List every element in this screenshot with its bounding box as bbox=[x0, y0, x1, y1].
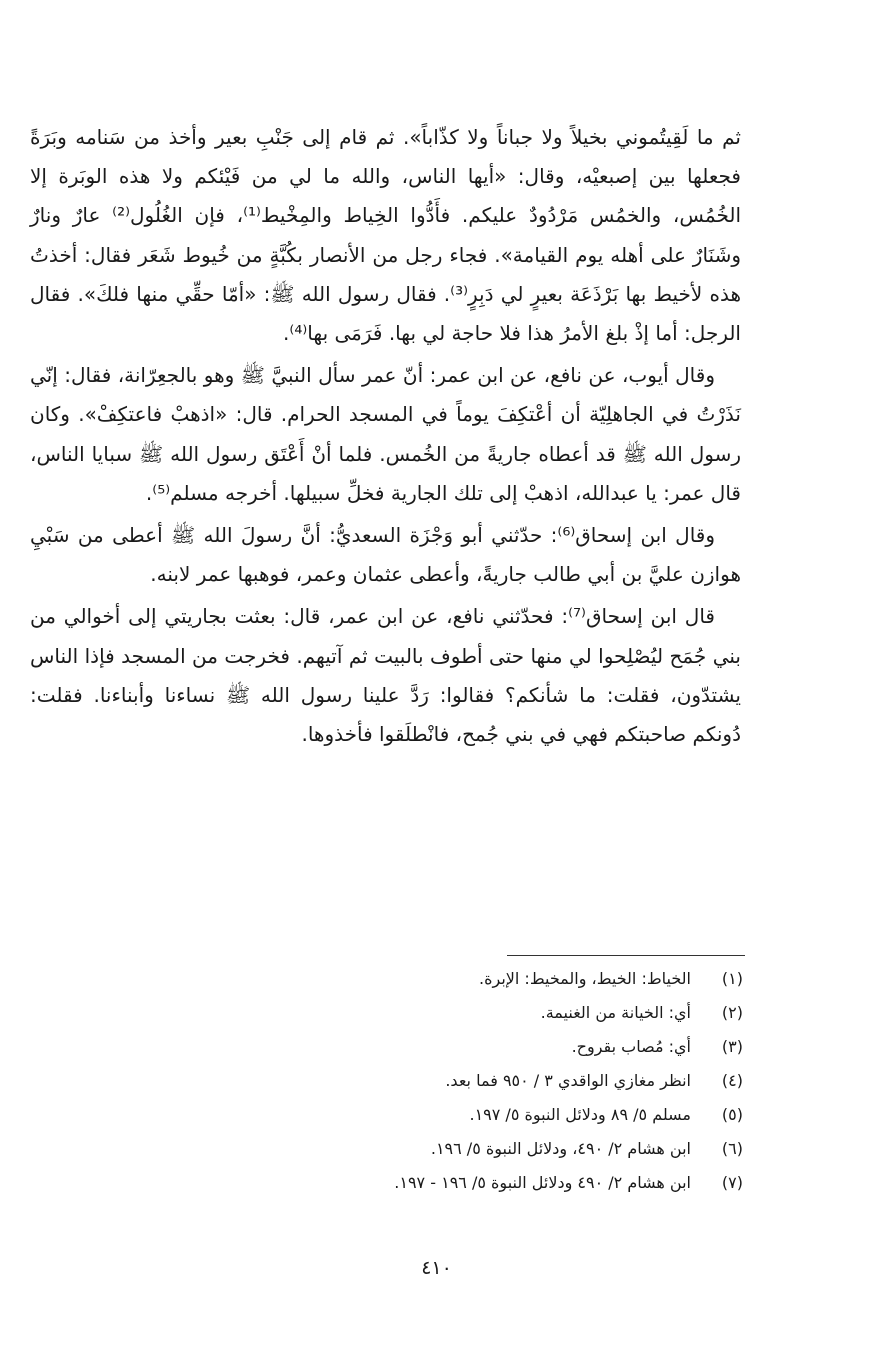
footnote-item bbox=[83, 996, 743, 1030]
footnote-divider bbox=[507, 955, 745, 956]
paragraph-4: قال ابن إسحاق⁽⁷⁾: فحدّثني نافع، عن ابن عمر، قال: بعثت بجاريتي إلى أخوالي من بني جُمَح ليُصْلِحوا لي منها حتى أطوف بالبيت ثم آتيهم. فخرجت من المسجد فإذا الناس يشتدّون، فقلت: ما شأنكم؟ فقالوا: رَدَّ علينا رسول الله ﷺ نساءنا وأبناءنا. فقلت: دُونكم صاحبتكم فهي في بني جُمح، فانْطلَقوا فأخذوها. bbox=[30, 604, 741, 747]
footnote-number: (٢) bbox=[721, 1003, 743, 1022]
footnote-item bbox=[83, 962, 743, 996]
footnote-number: (٤) bbox=[721, 1071, 743, 1090]
footnote-text: ابن هشام ٢/ ٤٩٠ ودلائل النبوة ٥/ ١٩٦ - ١٩٧. bbox=[394, 1173, 691, 1192]
page-number: ٤١٠ bbox=[421, 1257, 452, 1279]
footnote-item bbox=[83, 1098, 743, 1132]
footnote-text: أي: مُصاب بقروح. bbox=[571, 1037, 691, 1056]
body-text bbox=[30, 118, 741, 757]
footnote-item bbox=[83, 1030, 743, 1064]
paragraph-2: وقال أيوب، عن نافع، عن ابن عمر: أنّ عمر سأل النبيَّ ﷺ وهو بالجعِرّانة، فقال: إنّي نَذَرْتُ في الجاهلِيّة أن أعْتكِفَ يوماً في المسجد الحرام. قال: «اذهبْ فاعتكِفْ». وكان رسول الله ﷺ قد أعطاه جاريةً من الخُمس. فلما أنْ أَعْتَق رسول الله ﷺ سبايا الناس، قال عمر: يا عبدالله، اذهبْ إلى تلك الجارية فخلِّ سبيلها. أخرجه مسلم⁽⁵⁾. bbox=[30, 363, 741, 505]
paragraph-1: ثم ما لَقِيتُموني بخيلاً ولا جباناً ولا كذّاباً». ثم قام إلى جَنْبِ بعير وأخذ من سَنامه وبَرَةً فجعلها بين إصبعيْه، وقال: «أيها الناس، والله ما لي من فَيْئكم ولا هذه الوبَرة إلا الخُمُس، والخمُس مَرْدُودٌ عليكم. فأَدُّوا الخِياط والمِخْيط⁽¹⁾، فإن الغُلُول⁽²⁾ عارٌ ونارٌ وشَنَارٌ على أهله يوم القيامة». فجاء رجل من الأنصار بكُبَّةٍ من خُيوط شَعَر فقال: أخذتُ هذه لأخيط بها بَرْذَعَة بعيرٍ لي دَبِرٍ⁽³⁾. فقال رسول الله ﷺ: «أمّا حقِّي منها فلكَ». فقال الرجل: أما إذْ بلغ الأمرُ هذا فلا حاجة لي بها. فَرَمَى بها⁽⁴⁾. bbox=[30, 125, 741, 346]
footnote-item bbox=[83, 1132, 743, 1166]
footnote-number: (٣) bbox=[721, 1037, 743, 1056]
footnotes bbox=[83, 962, 743, 1200]
footnote-number: (٦) bbox=[721, 1139, 743, 1158]
footnote-number: (٥) bbox=[721, 1105, 743, 1124]
footnote-text: ابن هشام ٢/ ٤٩٠، ودلائل النبوة ٥/ ١٩٦. bbox=[430, 1139, 691, 1158]
footnote-text: أي: الخيانة من الغنيمة. bbox=[540, 1003, 691, 1022]
footnote-number: (٧) bbox=[721, 1173, 743, 1192]
footnote-number: (١) bbox=[721, 969, 743, 988]
footnote-text: الخياط: الخيط، والمخيط: الإبرة. bbox=[479, 969, 691, 988]
footnote-item bbox=[83, 1064, 743, 1098]
paragraph-3: وقال ابن إسحاق⁽⁶⁾: حدّثني أبو وَجْزَة السعديُّ: أنَّ رسولَ الله ﷺ أعطى من سَبْيِ هوازن عليَّ بن أبي طالب جاريةً، وأعطى عثمان وعمر، فوهبها عمر لابنه. bbox=[30, 523, 741, 587]
footnote-item bbox=[83, 1166, 743, 1200]
footnote-text: مسلم ٥/ ٨٩ ودلائل النبوة ٥/ ١٩٧. bbox=[469, 1105, 691, 1124]
footnote-text: انظر مغازي الواقدي ٣ / ٩٥٠ فما بعد. bbox=[445, 1071, 691, 1090]
